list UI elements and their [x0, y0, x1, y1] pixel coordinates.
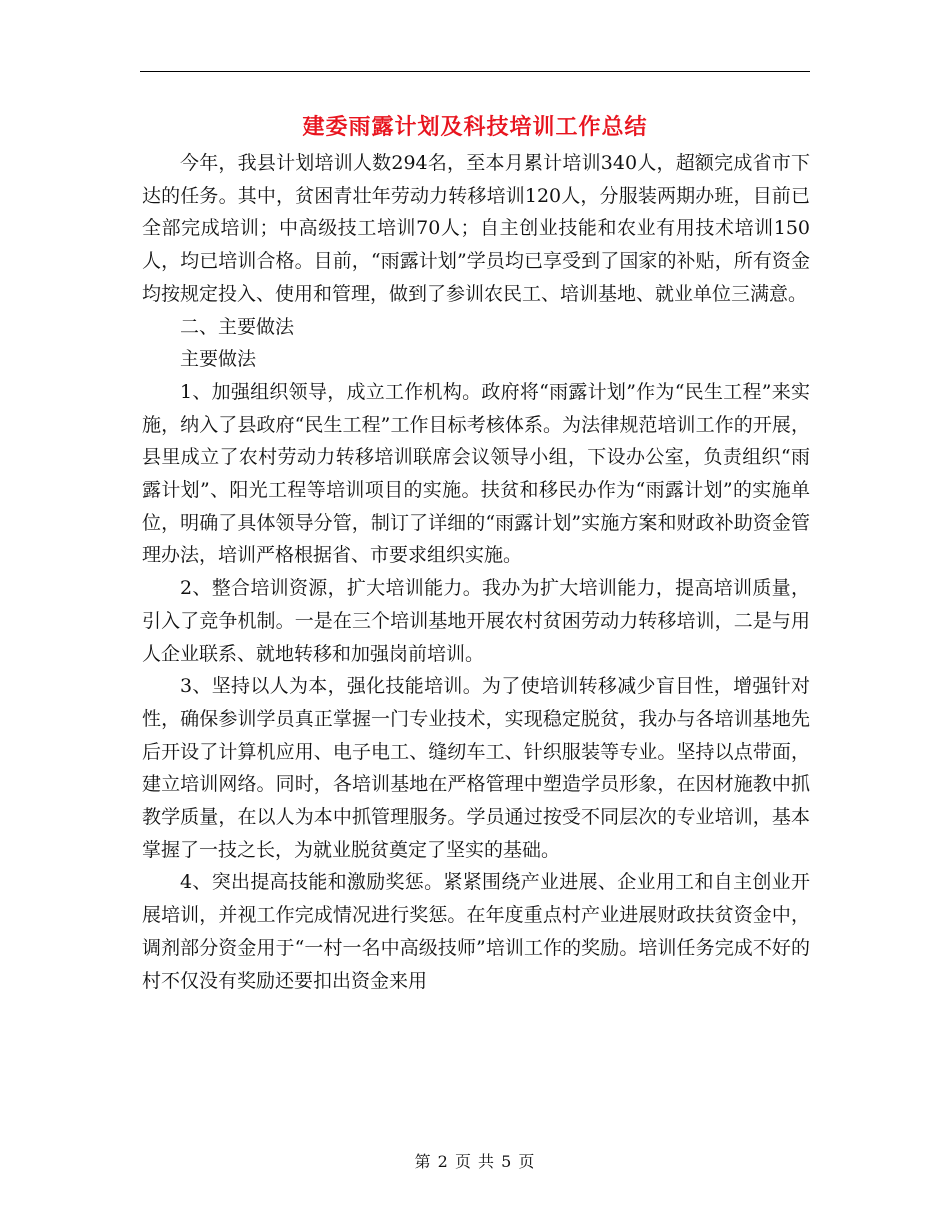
paragraph-item-3: 3、坚持以人为本，强化技能培训。为了使培训转移减少盲目性，增强针对性，确保参训学员真正掌握一门专业技术，实现稳定脱贫，我办与各培训基地先后开设了计算机应用、电子电工、缝纫车工、针织服装等专业。坚持以点带面，建立培训网络。同时，各培训基地在严格管理中塑造学员形象，在因材施教中抓教学质量，在以人为本中抓管理服务。学员通过按受不同层次的专业培训，基本掌握了一技之长，为就业脱贫奠定了坚实的基础。: [142, 675, 810, 861]
paragraph-item-1: 1、加强组织领导，成立工作机构。政府将“雨露计划”作为“民生工程”来实施，纳入了县政府“民生工程”工作目标考核体系。为法律规范培训工作的开展，县里成立了农村劳动力转移培训联席会议领导小组，下设办公室，负责组织“雨露计划”、阳光工程等培训项目的实施。扶贫和移民办作为“雨露计划”的实施单位，明确了具体领导分管，制订了详细的“雨露计划”实施方案和财政补助资金管理办法，培训严格根据省、市要求组织实施。: [142, 380, 810, 567]
page-number-footer: 第 2 页 共 5 页: [414, 1152, 536, 1171]
document-title: 建委雨露计划及科技培训工作总结: [302, 114, 648, 140]
document-body: [142, 147, 810, 997]
paragraph-item-4: 4、突出提高技能和激励奖惩。紧紧围绕产业进展、企业用工和自主创业开展培训，并视工作完成情况进行奖惩。在年度重点村产业进展财政扶贫资金中，调剂部分资金用于“一村一名中高级技师”培训工作的奖励。培训任务完成不好的村不仅没有奖励还要扣出资金来用: [142, 871, 810, 992]
paragraph-item-2: 2、整合培训资源，扩大培训能力。我办为扩大培训能力，提高培训质量，引入了竞争机制。一是在三个培训基地开展农村贫困劳动力转移培训，二是与用人企业联系、就地转移和加强岗前培训。: [142, 577, 810, 665]
header-rule: [140, 71, 810, 72]
section-heading: 二、主要做法: [180, 315, 295, 338]
paragraph-summary: 今年，我县计划培训人数294名，至本月累计培训340人，超额完成省市下达的任务。其中，贫困青壮年劳动力转移培训120人，分服装两期办班，目前已全部完成培训；中高级技工培训70人；自主创业技能和农业有用技术培训150人，均已培训合格。目前，“雨露计划”学员均已享受到了国家的补贴，所有资金均按规定投入、使用和管理，做到了参训农民工、培训基地、就业单位三满意。: [142, 152, 810, 305]
subsection-heading: 主要做法: [180, 348, 257, 371]
